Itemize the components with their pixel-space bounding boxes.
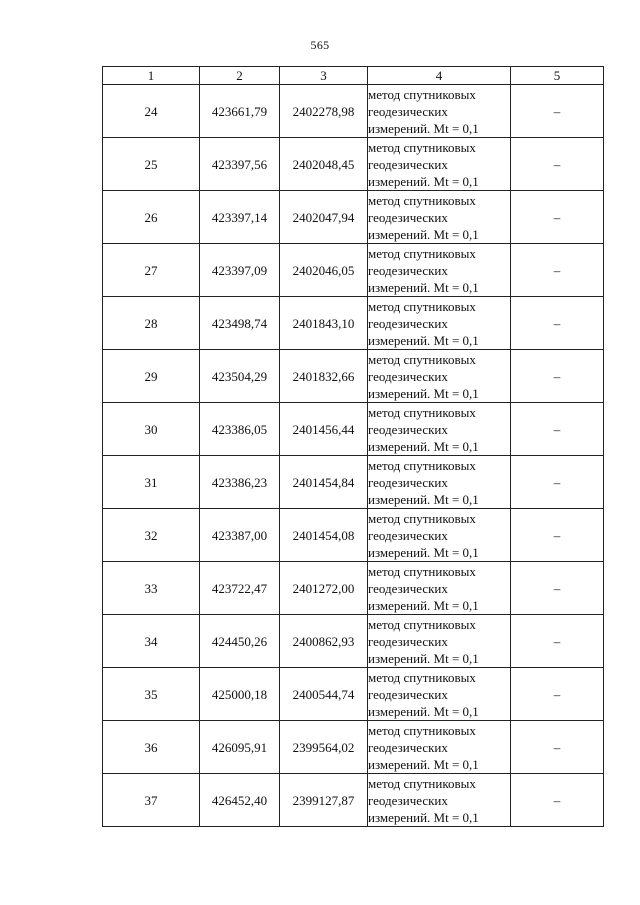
method-cell: [368, 191, 511, 244]
coordinates-table: [102, 66, 604, 827]
method-line: метод спутниковых: [368, 139, 476, 155]
method-line: геодезических: [368, 739, 448, 755]
method-line: измерений. Mt = 0,1: [368, 385, 479, 401]
y-coordinate-cell: 2401454,84: [280, 456, 368, 509]
note-cell: –: [511, 138, 604, 191]
method-line: геодезических: [368, 527, 448, 543]
y-coordinate-cell: 2399564,02: [280, 721, 368, 774]
method-line: геодезических: [368, 686, 448, 702]
method-cell: [368, 615, 511, 668]
method-line: геодезических: [368, 262, 448, 278]
method-cell: [368, 138, 511, 191]
table-row: [103, 668, 604, 721]
method-line: метод спутниковых: [368, 563, 476, 579]
y-coordinate-cell: 2401456,44: [280, 403, 368, 456]
method-line: геодезических: [368, 474, 448, 490]
table-body: [103, 67, 604, 827]
y-coordinate-cell: 2400544,74: [280, 668, 368, 721]
y-coordinate-cell: 2401832,66: [280, 350, 368, 403]
table-row: [103, 509, 604, 562]
method-line: измерений. Mt = 0,1: [368, 279, 479, 295]
method-cell: [368, 456, 511, 509]
note-cell: –: [511, 668, 604, 721]
point-number-cell: 33: [103, 562, 200, 615]
point-number-cell: 25: [103, 138, 200, 191]
method-line: измерений. Mt = 0,1: [368, 120, 479, 136]
table-row: [103, 456, 604, 509]
table-header-row: [103, 67, 604, 85]
note-cell: –: [511, 721, 604, 774]
method-cell: [368, 509, 511, 562]
method-line: метод спутниковых: [368, 86, 476, 102]
method-line: измерений. Mt = 0,1: [368, 650, 479, 666]
x-coordinate-cell: 426452,40: [200, 774, 280, 827]
column-header-1: 1: [103, 67, 200, 85]
method-line: метод спутниковых: [368, 669, 476, 685]
table-row: [103, 615, 604, 668]
point-number-cell: 35: [103, 668, 200, 721]
point-number-cell: 34: [103, 615, 200, 668]
y-coordinate-cell: 2402046,05: [280, 244, 368, 297]
method-line: геодезических: [368, 633, 448, 649]
table-row: [103, 774, 604, 827]
note-cell: –: [511, 297, 604, 350]
x-coordinate-cell: 423722,47: [200, 562, 280, 615]
method-line: измерений. Mt = 0,1: [368, 809, 479, 825]
method-line: геодезических: [368, 421, 448, 437]
table-row: [103, 297, 604, 350]
note-cell: –: [511, 615, 604, 668]
point-number-cell: 27: [103, 244, 200, 297]
method-line: измерений. Mt = 0,1: [368, 438, 479, 454]
x-coordinate-cell: 423397,14: [200, 191, 280, 244]
note-cell: –: [511, 456, 604, 509]
method-line: метод спутниковых: [368, 298, 476, 314]
method-cell: [368, 350, 511, 403]
point-number-cell: 37: [103, 774, 200, 827]
method-line: измерений. Mt = 0,1: [368, 597, 479, 613]
method-line: измерений. Mt = 0,1: [368, 226, 479, 242]
y-coordinate-cell: 2402047,94: [280, 191, 368, 244]
table-row: [103, 562, 604, 615]
note-cell: –: [511, 509, 604, 562]
note-cell: –: [511, 244, 604, 297]
method-line: метод спутниковых: [368, 510, 476, 526]
table-row: [103, 85, 604, 138]
y-coordinate-cell: 2401843,10: [280, 297, 368, 350]
point-number-cell: 24: [103, 85, 200, 138]
point-number-cell: 31: [103, 456, 200, 509]
method-line: геодезических: [368, 209, 448, 225]
y-coordinate-cell: 2400862,93: [280, 615, 368, 668]
y-coordinate-cell: 2402278,98: [280, 85, 368, 138]
note-cell: –: [511, 191, 604, 244]
note-cell: –: [511, 562, 604, 615]
x-coordinate-cell: 423661,79: [200, 85, 280, 138]
column-header-5: 5: [511, 67, 604, 85]
x-coordinate-cell: 423397,09: [200, 244, 280, 297]
x-coordinate-cell: 425000,18: [200, 668, 280, 721]
method-line: измерений. Mt = 0,1: [368, 332, 479, 348]
method-line: измерений. Mt = 0,1: [368, 491, 479, 507]
x-coordinate-cell: 423386,23: [200, 456, 280, 509]
table-row: [103, 138, 604, 191]
method-line: геодезических: [368, 792, 448, 808]
method-cell: [368, 403, 511, 456]
point-number-cell: 26: [103, 191, 200, 244]
point-number-cell: 30: [103, 403, 200, 456]
y-coordinate-cell: 2399127,87: [280, 774, 368, 827]
method-cell: [368, 297, 511, 350]
note-cell: –: [511, 85, 604, 138]
method-cell: [368, 774, 511, 827]
method-line: геодезических: [368, 103, 448, 119]
x-coordinate-cell: 424450,26: [200, 615, 280, 668]
method-line: метод спутниковых: [368, 192, 476, 208]
method-cell: [368, 721, 511, 774]
method-line: метод спутниковых: [368, 775, 476, 791]
table-row: [103, 191, 604, 244]
method-cell: [368, 668, 511, 721]
method-cell: [368, 244, 511, 297]
table-row: [103, 721, 604, 774]
column-header-4: 4: [368, 67, 511, 85]
column-header-3: 3: [280, 67, 368, 85]
point-number-cell: 36: [103, 721, 200, 774]
point-number-cell: 29: [103, 350, 200, 403]
method-line: метод спутниковых: [368, 722, 476, 738]
method-line: метод спутниковых: [368, 457, 476, 473]
page-number: 565: [310, 38, 330, 52]
point-number-cell: 28: [103, 297, 200, 350]
table-row: [103, 350, 604, 403]
table-row: [103, 244, 604, 297]
method-line: измерений. Mt = 0,1: [368, 703, 479, 719]
x-coordinate-cell: 426095,91: [200, 721, 280, 774]
x-coordinate-cell: 423386,05: [200, 403, 280, 456]
y-coordinate-cell: 2401454,08: [280, 509, 368, 562]
method-line: измерений. Mt = 0,1: [368, 756, 479, 772]
x-coordinate-cell: 423397,56: [200, 138, 280, 191]
note-cell: –: [511, 403, 604, 456]
x-coordinate-cell: 423504,29: [200, 350, 280, 403]
method-line: измерений. Mt = 0,1: [368, 544, 479, 560]
table-row: [103, 403, 604, 456]
method-line: метод спутниковых: [368, 351, 476, 367]
method-line: метод спутниковых: [368, 404, 476, 420]
x-coordinate-cell: 423387,00: [200, 509, 280, 562]
method-line: геодезических: [368, 368, 448, 384]
note-cell: –: [511, 774, 604, 827]
column-header-2: 2: [200, 67, 280, 85]
method-line: метод спутниковых: [368, 245, 476, 261]
note-cell: –: [511, 350, 604, 403]
method-line: геодезических: [368, 580, 448, 596]
y-coordinate-cell: 2402048,45: [280, 138, 368, 191]
method-line: геодезических: [368, 315, 448, 331]
x-coordinate-cell: 423498,74: [200, 297, 280, 350]
method-line: метод спутниковых: [368, 616, 476, 632]
method-cell: [368, 85, 511, 138]
method-cell: [368, 562, 511, 615]
method-line: измерений. Mt = 0,1: [368, 173, 479, 189]
method-line: геодезических: [368, 156, 448, 172]
y-coordinate-cell: 2401272,00: [280, 562, 368, 615]
point-number-cell: 32: [103, 509, 200, 562]
